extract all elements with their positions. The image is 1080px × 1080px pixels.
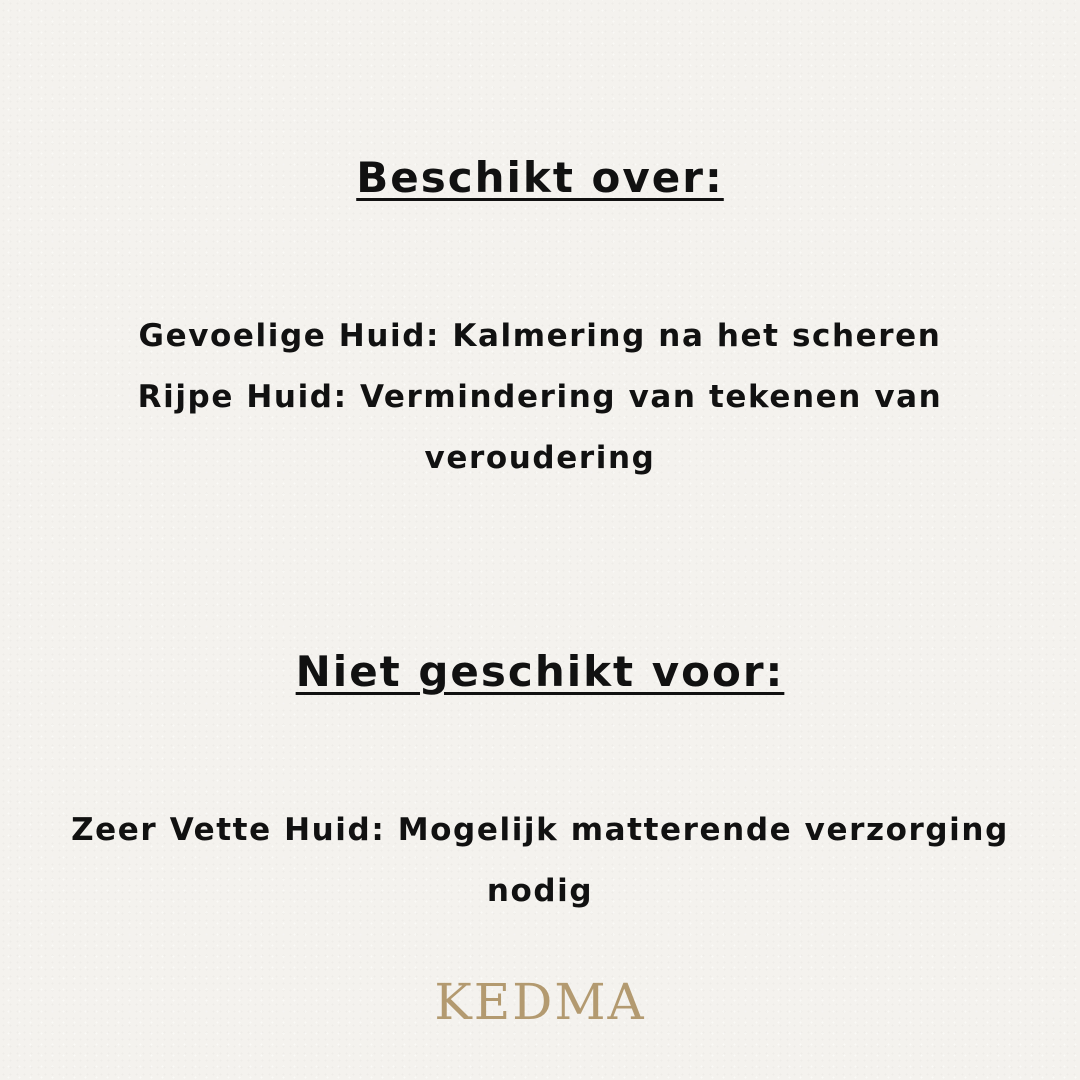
suitable-line-sensitive-skin: Gevoelige Huid: Kalmering na het scheren xyxy=(138,318,942,354)
suitable-heading: Beschikt over: xyxy=(356,153,724,202)
suitable-line-mature-skin-cont: veroudering xyxy=(424,440,656,476)
not-suitable-description xyxy=(0,800,1080,922)
not-suitable-line-oily-skin: Zeer Vette Huid: Mogelijk matterende verzorging xyxy=(71,812,1009,848)
suitable-description xyxy=(0,306,1080,489)
not-suitable-heading: Niet geschikt voor: xyxy=(295,647,785,696)
suitable-line-mature-skin: Rijpe Huid: Vermindering van tekenen van xyxy=(137,379,943,415)
not-suitable-line-oily-skin-cont: nodig xyxy=(486,873,594,909)
brand-logo: KEDMA xyxy=(434,973,646,1031)
